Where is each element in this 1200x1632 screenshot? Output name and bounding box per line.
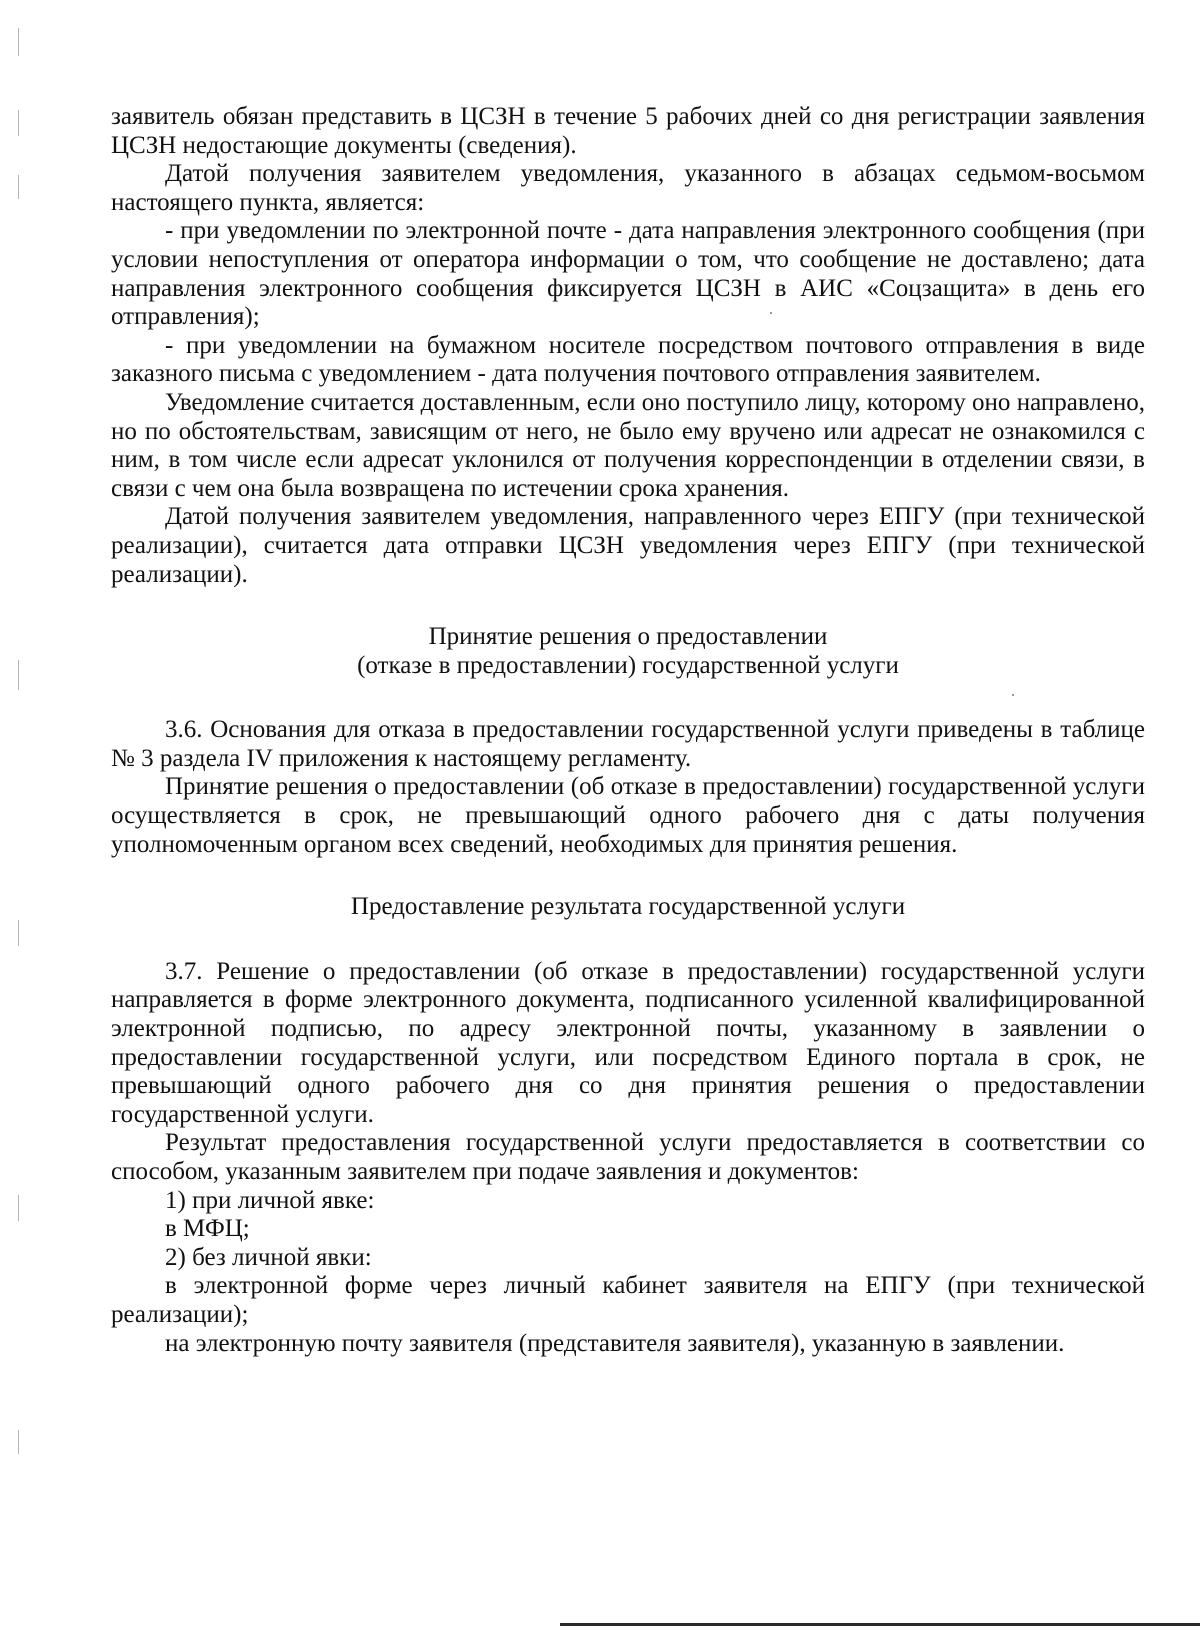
- scan-edge-mark: [18, 920, 19, 946]
- paragraph: - при уведомлении по электронной почте - дата направления электронного сообщения (при условии непоступления от оператора информации о том, что сообщение не доставлено; дата направления электронного сообщения фиксируется ЦСЗН в АИС «Соцзащита» в день его отправления);: [111, 217, 1145, 331]
- paragraph: Датой получения заявителем уведомления, указанного в абзацах седьмом-восьмом настоящего пункта, является:: [111, 160, 1145, 216]
- paragraph: 3.6. Основания для отказа в предоставлении государственной услуги приведены в таблице № 3 раздела IV приложения к настоящему регламенту.: [111, 716, 1145, 772]
- paragraph: Датой получения заявителем уведомления, направленного через ЕПГУ (при технической реализации), считается дата отправки ЦСЗН уведомления через ЕПГУ (при технической реализации).: [111, 503, 1145, 588]
- paragraph: Принятие решения о предоставлении (об отказе в предоставлении) государственной услуги осуществляется в срок, не превышающий одного рабочего дня с даты получения уполномоченным органом всех сведений, необходимых для принятия решения.: [111, 773, 1145, 858]
- document-body: [111, 103, 1145, 1358]
- scan-edge-mark: [18, 660, 19, 690]
- paragraph: Уведомление считается доставленным, если оно поступило лицу, которому оно направлено, но по обстоятельствам, зависящим от него, не было ему вручено или адресат не ознакомился с ним, в том числе если адресат уклонился от получения корреспонденции в отделении связи, в связи с чем она была возвращена по истечении срока хранения.: [111, 388, 1145, 502]
- spacer: [111, 680, 1145, 716]
- spacer: [111, 859, 1145, 893]
- bottom-edge-line: [560, 1623, 1200, 1626]
- scan-edge-mark: [18, 1430, 19, 1454]
- list-item: 1) при личной явке:: [165, 1186, 375, 1214]
- scan-edge-mark: [18, 175, 19, 199]
- section-heading-result: Предоставление результата государственной услуги: [350, 893, 906, 921]
- spacer: [111, 922, 1145, 958]
- paragraph: Результат предоставления государственной услуги предоставляется в соответствии со способом, указанным заявителем при подаче заявления и документов:: [111, 1129, 1145, 1185]
- list-item: в электронной форме через личный кабинет заявителя на ЕПГУ (при технической реализации);: [111, 1272, 1145, 1328]
- list-item: 2) без личной явки:: [165, 1243, 372, 1271]
- scan-edge-mark: [18, 28, 19, 56]
- list-item: в МФЦ;: [165, 1215, 250, 1243]
- scan-edge-mark: [18, 110, 19, 136]
- paragraph: 3.7. Решение о предоставлении (об отказе в предоставлении) государственной услуги направляется в форме электронного документа, подписанного усиленной квалифицированной электронной подписью, по адресу электронной почты, указанному в заявлении о предоставлении государственной услуги, или посредством Единого портала в срок, не превышающий одного рабочего дня со дня принятия решения о предоставлении государственной услуги.: [111, 957, 1145, 1128]
- scan-edge-mark: [18, 1195, 19, 1221]
- paragraph: заявитель обязан представить в ЦСЗН в течение 5 рабочих дней со дня регистрации заявления ЦСЗН недостающие документы (сведения).: [111, 103, 1145, 159]
- section-heading-decision-line2: (отказе в предоставлении) государственной услуги: [357, 651, 899, 679]
- paragraph: - при уведомлении на бумажном носителе посредством почтового отправления в виде заказного письма с уведомлением - дата получения почтового отправления заявителем.: [111, 331, 1145, 388]
- section-heading-decision-line1: Принятие решения о предоставлении: [428, 623, 828, 651]
- spacer: [111, 589, 1145, 623]
- list-item: на электронную почту заявителя (представителя заявителя), указанную в заявлении.: [165, 1329, 1065, 1357]
